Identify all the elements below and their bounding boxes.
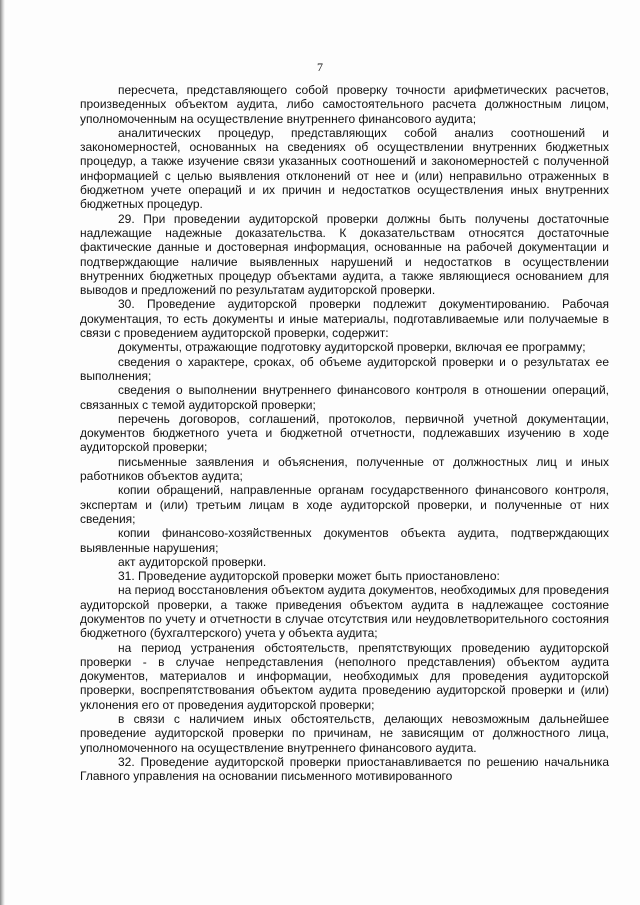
paragraph: 31. Проведение аудиторской проверки может быть приостановлено: bbox=[118, 569, 500, 584]
paragraph: пересчета, представляющего собой проверку точности арифметических расчетов, произведенных объектом аудита, либо самостоятельного расчета должностным лицом, уполномоченным на осуществление внутреннего финансового аудита; bbox=[80, 83, 609, 126]
paragraph: сведения о выполнении внутреннего финансового контроля в отношении операций, связанных с темой аудиторской проверки; bbox=[80, 383, 609, 412]
paragraph: документы, отражающие подготовку аудиторской проверки, включая ее программу; bbox=[118, 340, 586, 355]
paragraph: акт аудиторской проверки. bbox=[118, 554, 267, 569]
paragraph: 29. При проведении аудиторской проверки должны быть получены достаточные надлежащие надежные доказательства. К доказательствам относятся достаточные фактические данные и достоверная информация, основанные на рабочей документации и подтверждающие наличие выявленных нарушений и недостатков в осуществлении внутренних бюджетных процедур объектами аудита, а также являющиеся основанием для выводов и предложений по результатам аудиторской проверки. bbox=[80, 211, 609, 298]
paragraph: копии обращений, направленные органам государственного финансового контроля, экспертам и (или) третьим лицам в ходе аудиторской проверки, и полученные от них сведения; bbox=[80, 483, 609, 526]
paragraph: на период восстановления объектом аудита документов, необходимых для проведения аудиторской проверки, а также приведения объектом аудита в надлежащее состояние документов по учету и отчетности в случае отсутствия или неудовлетворительного состояния бюджетного (бухгалтерского) учета у объекта аудита; bbox=[80, 583, 609, 641]
paragraph: копии финансово-хозяйственных документов объекта аудита, подтверждающих выявленные нарушения; bbox=[80, 526, 609, 555]
paragraph: на период устранения обстоятельств, препятствующих проведению аудиторской проверки - в случае непредставления (неполного представления) объектом аудита документов, материалов и информации, необходимых для проведения аудиторской проверки, воспрепятствования объектом аудита проведению аудиторской проверки и (или) уклонения его от проведения аудиторской проверки; bbox=[80, 640, 609, 712]
paragraph: аналитических процедур, представляющих собой анализ соотношений и закономерностей, основанных на сведениях об осуществлении внутренних бюджетных процедур, а также изучение связи указанных соотношений и закономерностей с полученной информацией с целью выявления отклонений от нее и (или) неправильно отраженных в бюджетном учете операций и их причин и недостатков осуществления иных внутренних бюджетных процедур. bbox=[80, 125, 609, 212]
paragraph: сведения о характере, сроках, об объеме аудиторской проверки и о результатах ее выполнения; bbox=[80, 354, 609, 383]
scan-edge-shadow bbox=[0, 0, 5, 905]
paragraph: перечень договоров, соглашений, протоколов, первичной учетной документации, документов бюджетного учета и бюджетной отчетности, подлежавших изучению в ходе аудиторской проверки; bbox=[80, 411, 609, 455]
paragraph: 30. Проведение аудиторской проверки подлежит документированию. Рабочая документация, то есть документы и иные материалы, подготавливаемые или получаемые в связи с проведением аудиторской проверки, содержит: bbox=[80, 297, 609, 341]
paragraph: 32. Проведение аудиторской проверки приостанавливается по решению начальника Главного управления на основании письменного мотивированного bbox=[80, 754, 609, 784]
document-body bbox=[80, 83, 609, 784]
paragraph: письменные заявления и объяснения, полученные от должностных лиц и иных работников объектов аудита; bbox=[80, 454, 609, 484]
paragraph: в связи с наличием иных обстоятельств, делающих невозможным дальнейшее проведение аудиторской проверки по причинам, не зависящим от должностного лица, уполномоченного на осуществление внутреннего финансового аудита. bbox=[80, 712, 609, 755]
page-number: 7 bbox=[317, 60, 323, 74]
